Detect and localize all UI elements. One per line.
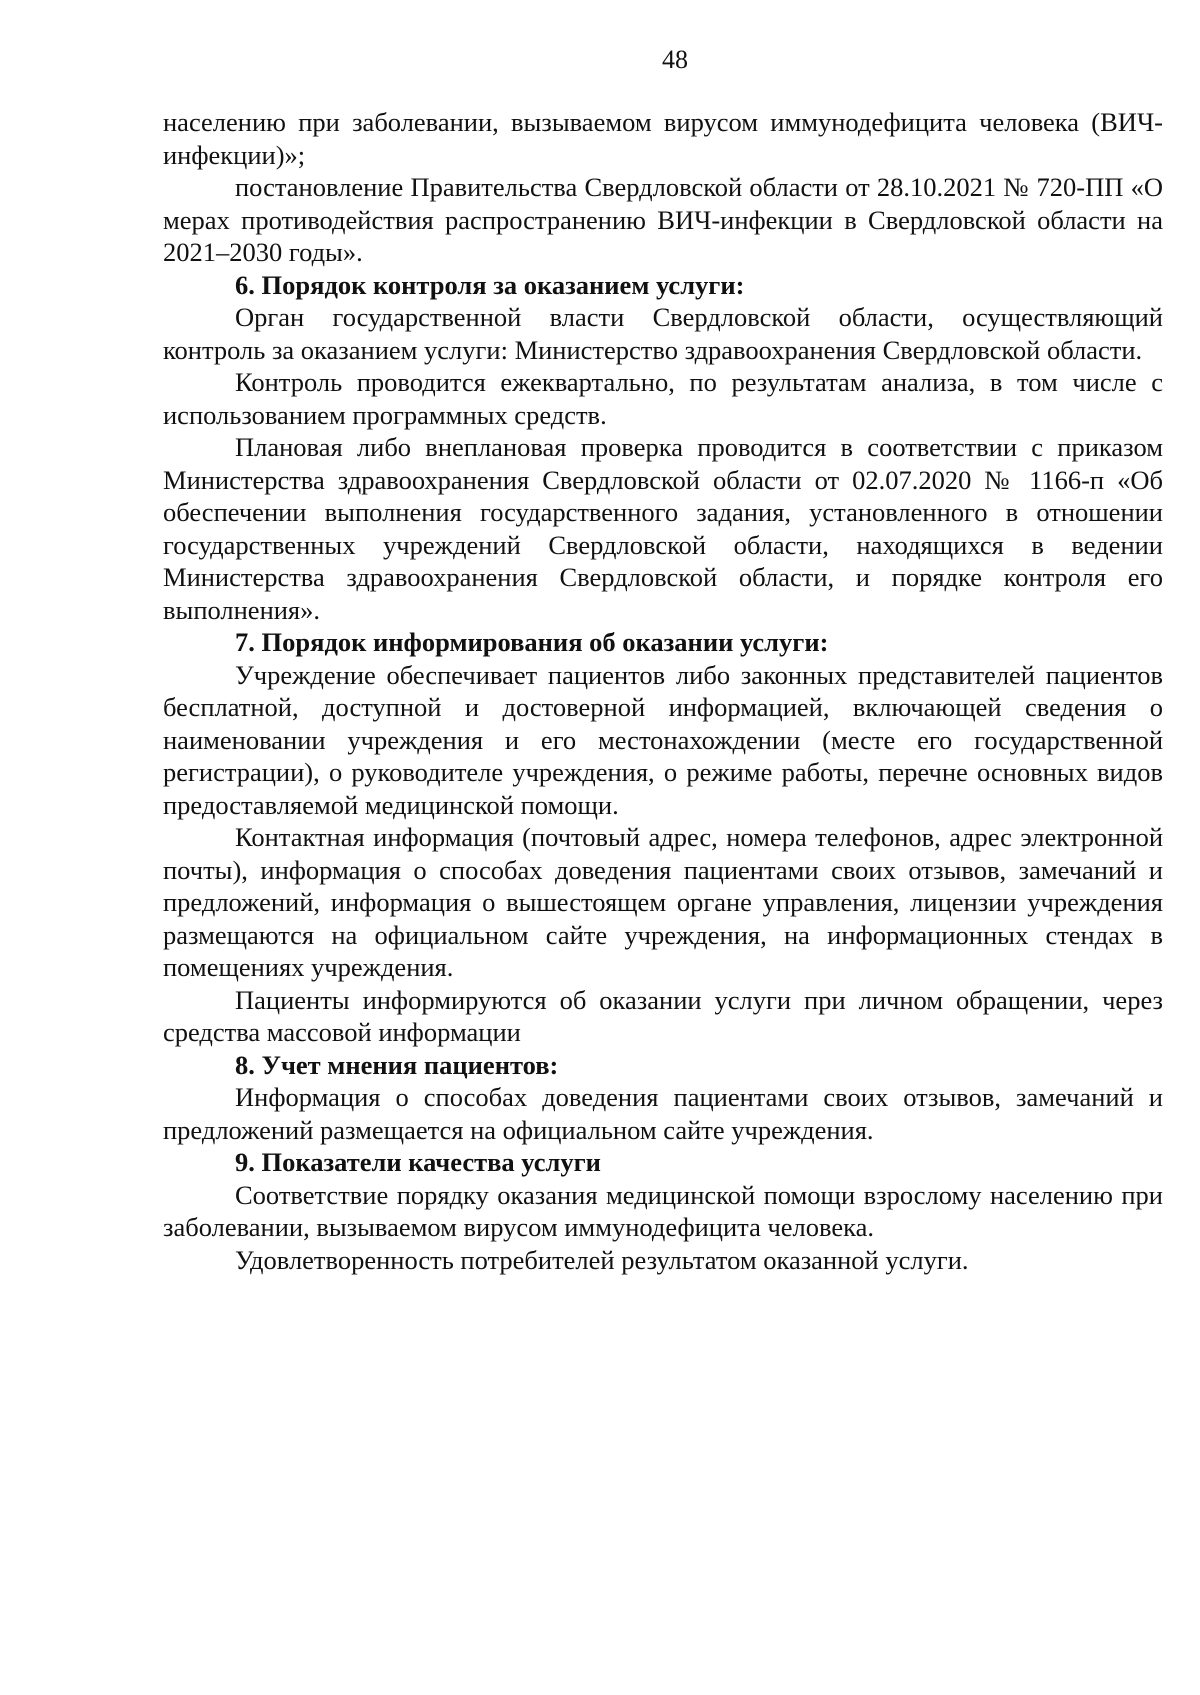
section-heading-6: 6. Порядок контроля за оказанием услуги: (235, 269, 745, 300)
paragraph-informing-methods: Пациенты информируются об оказании услуги при личном обращении, через средства массовой информации (163, 984, 1163, 1047)
paragraph-control-authority: Орган государственной власти Свердловской области, осуществляющий контроль за оказанием услуги: Министерство здравоохранения Свердловской области. (163, 302, 1163, 365)
page-number: 48 (662, 45, 688, 74)
paragraph-continuation: населению при заболевании, вызываемом вирусом иммунодефицита человека (ВИЧ-инфекции)»; (163, 107, 1163, 170)
section-heading-8: 8. Учет мнения пациентов: (235, 1049, 559, 1080)
section-heading-9: 9. Показатели качества услуги (235, 1147, 601, 1177)
document-body (163, 106, 1163, 1276)
section-heading-7: 7. Порядок информирования об оказании услуги: (235, 627, 829, 657)
paragraph-control-frequency: Контроль проводится ежеквартально, по результатам анализа, в том числе с использованием программных средств. (163, 367, 1163, 430)
paragraph-contact-information: Контактная информация (почтовый адрес, номера телефонов, адрес электронной почты), информация о способах доведения пациентами своих отзывов, замечаний и предложений, информация о вышестоящем органе управления, лицензии учреждения размещаются на официальном сайте учреждения, на информационных стендах в помещениях учреждения. (163, 822, 1163, 982)
paragraph-quality-compliance: Соответствие порядку оказания медицинской помощи взрослому населению при заболевании, вызываемом вирусом иммунодефицита человека. (163, 1179, 1163, 1242)
paragraph-quality-satisfaction: Удовлетворенность потребителей результатом оказанной услуги. (235, 1244, 969, 1275)
paragraph-inspection-order: Плановая либо внеплановая проверка проводится в соответствии с приказом Министерства здравоохранения Свердловской области от 02.07.2020 № 1166-п «Об обеспечении выполнения государственного задания, установленного в отношении государственных учреждений Свердловской области, находящихся в ведении Министерства здравоохранения Свердловской области, и порядке контроля его выполнения». (163, 432, 1163, 625)
paragraph-patient-feedback: Информация о способах доведения пациентами своих отзывов, замечаний и предложений размещается на официальном сайте учреждения. (163, 1082, 1163, 1145)
paragraph-decree-reference: постановление Правительства Свердловской области от 28.10.2021 № 720-ПП «О мерах противодействия распространению ВИЧ-инфекции в Свердловской области на 2021–2030 годы». (163, 172, 1163, 267)
paragraph-patient-information: Учреждение обеспечивает пациентов либо законных представителей пациентов бесплатной, доступной и достоверной информацией, включающей сведения о наименовании учреждения и его местонахождении (месте его государственной регистрации), о руководителе учреждения, о режиме работы, перечне основных видов предоставляемой медицинской помощи. (163, 659, 1163, 820)
